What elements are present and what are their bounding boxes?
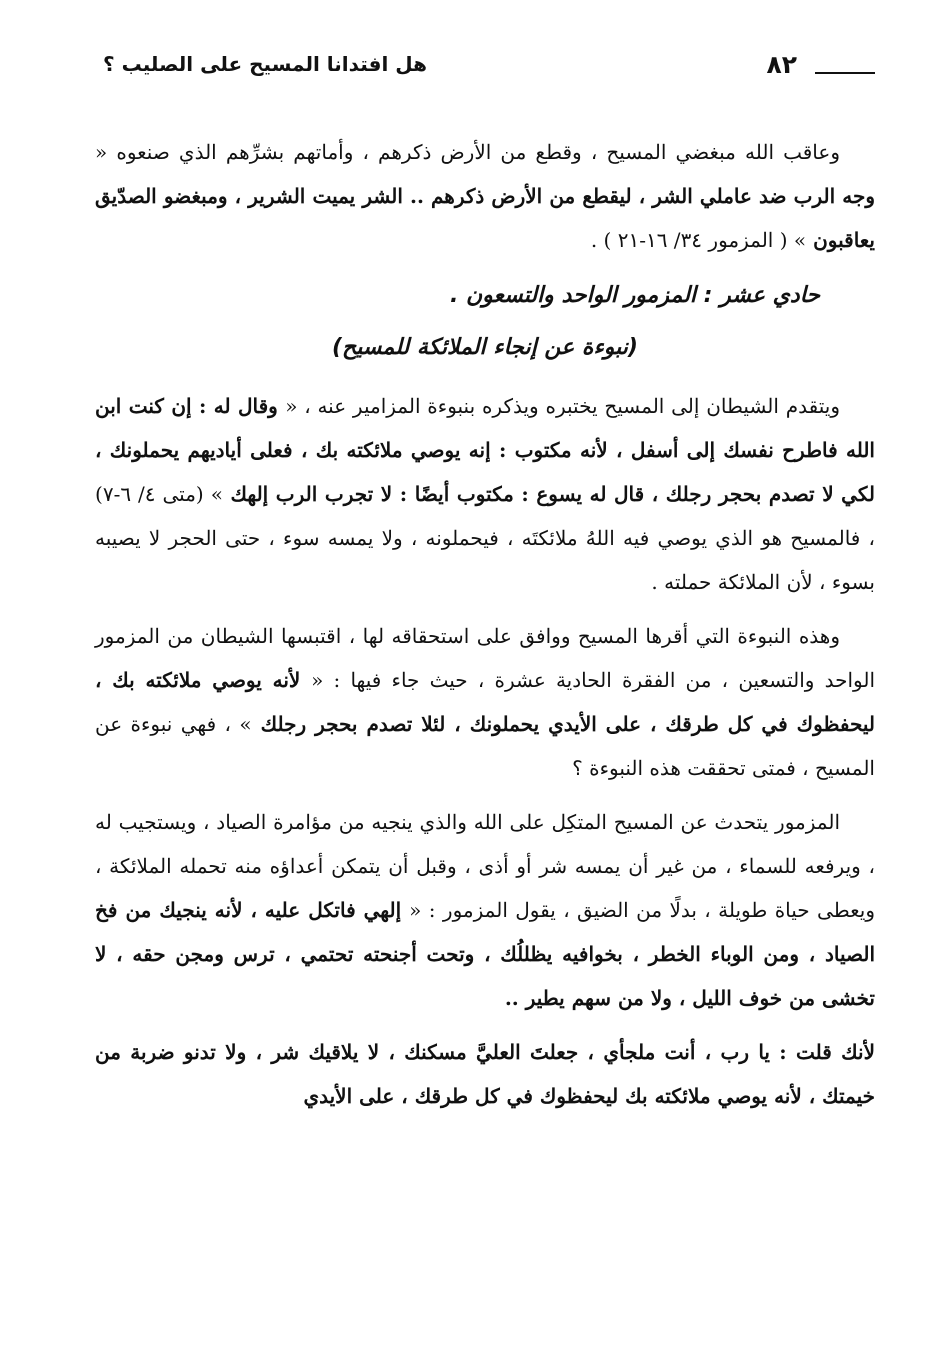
page-number: ٨٢ — [766, 50, 797, 79]
paragraph-3-quote: لأنه يوصي ملائكته بك ، ليحفظوك في كل طرقك ، على الأيدي يحملونك ، لئلا تصدم بحجر رجلك — [95, 668, 876, 736]
running-header — [95, 48, 875, 88]
paragraph-4 — [95, 800, 875, 1020]
paragraph-2 — [95, 384, 875, 604]
book-title-text: هل افتدانا المسيح على الصليب ؟ — [95, 52, 435, 76]
paragraph-1-quote: وجه الرب ضد عاملي الشر ، ليقطع من الأرض ذكرهم .. الشر يميت الشرير ، ومبغضو الصدّيق يعاقبون — [95, 184, 875, 252]
paragraph-4-text: المزمور يتحدث عن المسيح المتكِل على الله والذي ينجيه من مؤامرة الصياد ، ويستجيب له ، ويرفعه للسماء ، من غير أن يمسه شر أو أذى ، وقبل أن يتمكن أعداؤه منه تحمله الملائكة ، ويعطى حياة طويلة ، بدلًا من الضيق ، يقول المزمور : « — [95, 810, 876, 922]
paragraph-1-reference: » ( المزمور ٣٤/ ١٦-٢١ ) . — [590, 228, 807, 252]
paragraph-5-quote: لأنك قلت : يا رب ، أنت ملجأي ، جعلتَ العليَّ مسكنك ، لا يلاقيك شر ، ولا تدنو ضربة من خيمتك ، لأنه يوصي ملائكته بك ليحفظوك في كل طرقك ، على الأيدي — [95, 1040, 875, 1108]
paragraph-3 — [95, 614, 875, 790]
paragraph-1 — [95, 130, 875, 262]
paragraph-5 — [95, 1030, 875, 1118]
section-subheading: (نبوءة عن إنجاء الملائكة للمسيح) — [331, 335, 638, 360]
book-title — [95, 52, 875, 76]
paragraph-3-text-end: » ، فهي نبوءة عن المسيح ، فمتى تحققت هذه النبوءة ؟ — [95, 712, 875, 780]
page-content — [95, 130, 875, 1128]
section-heading: حادي عشر : المزمور الواحد والتسعون . — [449, 283, 820, 308]
paragraph-2-quote: وقال له : إن كنت ابن الله فاطرح نفسك إلى أسفل ، لأنه مكتوب : إنه يوصي ملائكته بك ، فعلى أياديهم يحملونك ، لكي لا تصدم بحجر رجلك ، قال له يسوع : مكتوب أيضًا : لا تجرب الرب إلهك — [95, 394, 875, 506]
paragraph-3-text: وهذه النبوءة التي أقرها المسيح ووافق على استحقاقه لها ، اقتبسها الشيطان من المزمور الواحد والتسعين ، من الفقرة الحادية عشرة ، حيث جاء فيها : « — [95, 624, 876, 692]
paragraph-2-text-end: » (متى ٤/ ٦-٧) ، فالمسيح هو الذي يوصي فيه اللهُ ملائكتَه ، فيحملونه ، ولا يمسه سوء ، حتى الحجر لا يصيبه بسوء ، لأن الملائكة حملته . — [95, 482, 875, 594]
paragraph-4-quote: إلهي فاتكل عليه ، لأنه ينجيك من فخ الصياد ، ومن الوباء الخطر ، بخوافيه يظللُك ، وتحت أجنحته تحتمي ، ترس ومجن حقه ، لا تخشى من خوف الليل ، ولا من سهم يطير .. — [95, 898, 875, 1010]
paragraph-1-text: وعاقب الله مبغضي المسيح ، وقطع من الأرض ذكرهم ، وأماتهم بشرِّهم الذي صنعوه « — [95, 140, 840, 164]
paragraph-2-text: ويتقدم الشيطان إلى المسيح يختبره ويذكره بنبوءة المزامير عنه ، « — [285, 394, 840, 418]
